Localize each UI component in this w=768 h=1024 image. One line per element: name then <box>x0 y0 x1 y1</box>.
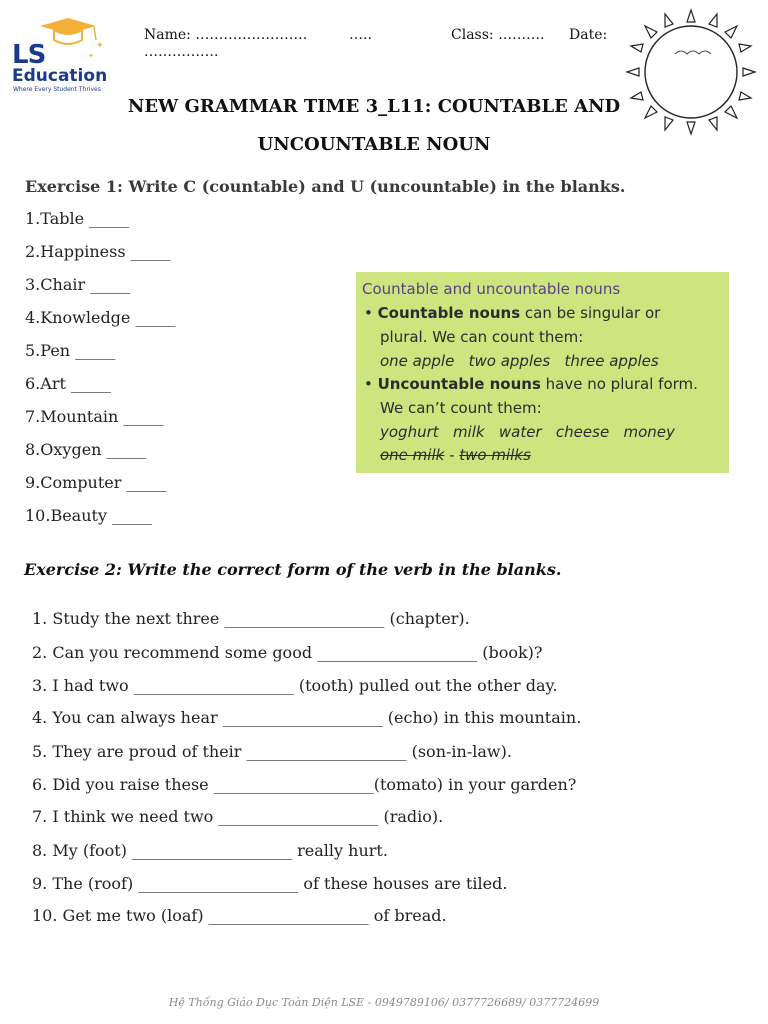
exercise-2-item: 5. They are proud of their ____________________ (son-in-law). <box>32 742 512 761</box>
exercise-1-item: 5.Pen _____ <box>25 341 116 360</box>
logo-brand-word: Education <box>12 66 108 86</box>
grammar-info-box <box>356 272 729 473</box>
exercise-2-item: 2. Can you recommend some good ____________________ (book)? <box>32 643 543 662</box>
logo-brand-short: LS <box>12 40 46 70</box>
exercise-2-item: 7. I think we need two ____________________ (radio). <box>32 807 444 826</box>
exercise-1-item: 8.Oxygen _____ <box>25 440 147 459</box>
countable-examples: one apple two apples three apples <box>380 352 659 370</box>
countable-rule-line-2: plural. We can count them: <box>380 328 584 346</box>
exercise-2-item: 1. Study the next three ____________________ (chapter). <box>32 609 470 628</box>
date-field-label: Date: <box>569 27 608 43</box>
uncountable-rule-term: Uncountable nouns <box>377 375 541 393</box>
class-field-label: Class: ………. <box>451 27 545 43</box>
exercise-1-heading: Exercise 1: Write C (countable) and U (uncountable) in the blanks. <box>25 177 626 196</box>
exercise-2-heading: Exercise 2: Write the correct form of the verb in the blanks. <box>24 560 562 579</box>
incorrect-examples <box>380 446 531 464</box>
name-field-dots: ….. <box>349 27 372 43</box>
name-field-label: Name: …………………… <box>144 27 308 43</box>
countable-rule-term: Countable nouns <box>377 304 521 322</box>
logo-tagline: Where Every Student Thrives <box>13 86 101 93</box>
exercise-2-item: 3. I had two ____________________ (tooth) pulled out the other day. <box>32 676 558 695</box>
uncountable-rule-line-2: We can’t count them: <box>380 399 542 417</box>
exercise-2-item: 10. Get me two (loaf) ____________________ of bread. <box>32 906 447 925</box>
exercise-2-item: 6. Did you raise these ____________________(tomato) in your garden? <box>32 775 577 794</box>
incorrect-example-2: two milks <box>459 446 531 464</box>
exercise-1-item: 2.Happiness _____ <box>25 242 171 261</box>
uncountable-rule-text: have no plural form. <box>540 375 698 393</box>
incorrect-example-separator: - <box>444 446 460 464</box>
exercise-2-item: 9. The (roof) ____________________ of these houses are tiled. <box>32 874 508 893</box>
date-field-dots: ……………. <box>144 44 219 60</box>
exercise-1-item: 4.Knowledge _____ <box>25 308 176 327</box>
worksheet-title-line-2: UNCOUNTABLE NOUN <box>257 134 491 155</box>
countable-rule: • Countable nouns can be singular or <box>364 304 661 322</box>
exercise-2-item: 8. My (foot) ____________________ really hurt. <box>32 841 388 860</box>
uncountable-examples: yoghurt milk water cheese money <box>380 423 675 441</box>
exercise-1-item: 9.Computer _____ <box>25 473 167 492</box>
incorrect-example-1: one milk <box>380 446 445 464</box>
svg-text:✦: ✦ <box>88 52 94 60</box>
exercise-2-item: 4. You can always hear ____________________ (echo) in this mountain. <box>32 708 582 727</box>
exercise-1-item: 1.Table _____ <box>25 209 130 228</box>
info-box-title: Countable and uncountable nouns <box>362 280 621 298</box>
countable-rule-text: can be singular or <box>520 304 661 322</box>
exercise-1-item: 7.Mountain _____ <box>25 407 164 426</box>
worksheet-title-line-1: NEW GRAMMAR TIME 3_L11: COUNTABLE AND <box>127 96 621 117</box>
exercise-1-item: 6.Art _____ <box>25 374 111 393</box>
exercise-1-item: 3.Chair _____ <box>25 275 131 294</box>
uncountable-rule: • Uncountable nouns have no plural form. <box>364 375 698 393</box>
exercise-1-item: 10.Beauty _____ <box>25 506 153 525</box>
footer-contact: Hệ Thống Giáo Dục Toàn Diện LSE - 0949789106/ 0377726689/ 0377724699 <box>168 996 600 1009</box>
svg-text:✦: ✦ <box>96 41 104 51</box>
